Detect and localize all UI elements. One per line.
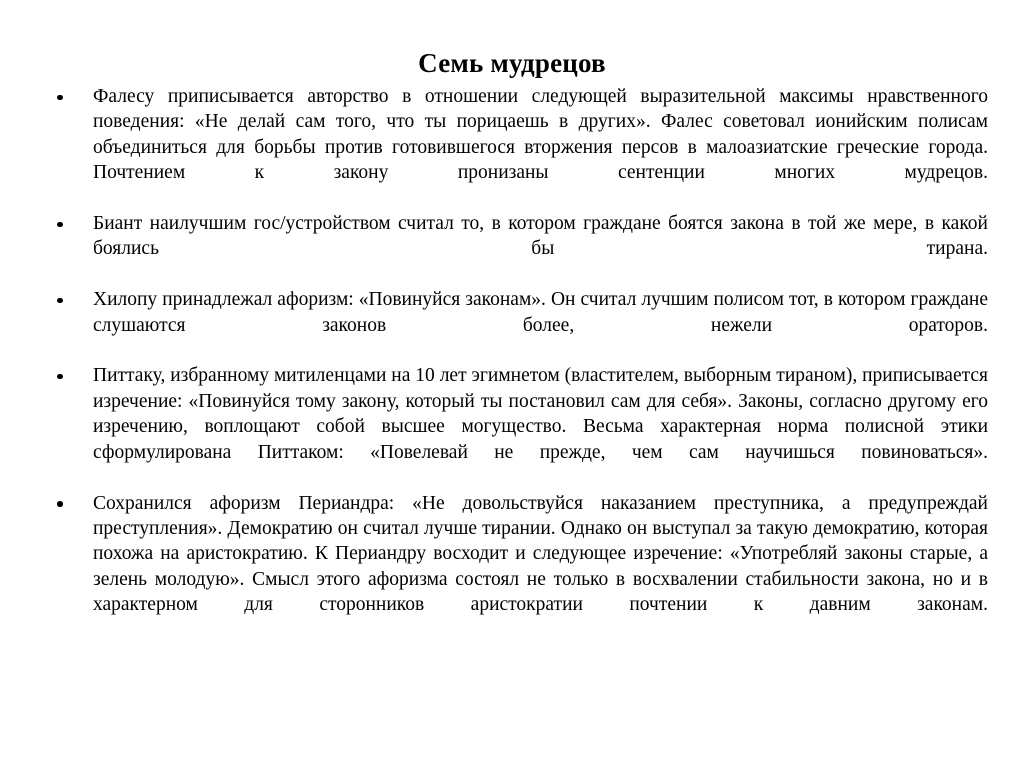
list-item: [40, 491, 988, 643]
list-item-text: Питтаку, избранному митиленцами на 10 лет эгимнетом (властителем, выборным тираном), приписывается изречение: «Повинуйся тому закону, который ты постановил сам для себя». Законы, согласно другому его изречению, воплощают собой высшее могущество. Весьма характерная норма полисной этики сформулирована Питтаком: «Повелевай не прежде, чем сам научишься повиноваться».: [93, 365, 988, 463]
list-item-text: Фалесу приписывается авторство в отношении следующей выразительной максимы нравственного поведения: «Не делай сам того, что ты порицаешь в других». Фалес советовал ионийским полисам объединиться для борьбы против готовившегося вторжения персов в малоазиатские греческие города. Почтением к закону пронизаны сентенции многих мудрецов.: [93, 86, 988, 184]
list-item-text: Биант наилучшим гос/устройством считал то, в котором граждане боятся закона в той же мере, в какой боялись бы тирана.: [93, 213, 988, 260]
page-title: Семь мудрецов: [418, 48, 606, 79]
slide-content-body: [40, 84, 988, 643]
list-item: [40, 287, 988, 363]
bullet-list: [40, 84, 988, 643]
list-item: [40, 363, 988, 490]
list-item-text: Сохранился афоризм Периандра: «Не довольствуйся наказанием преступника, а предупреждай преступления». Демократию он считал лучше тирании. Однако он выступал за такую демократию, которая похожа на аристократию. К Периандру восходит и следующее изречение: «Употребляй законы старые, а зелень молодую». Смысл этого афоризма состоял не только в восхвалении стабильности закона, но и в характерном для сторонников аристократии почтении к давним законам.: [93, 492, 988, 616]
list-item-text: Хилопу принадлежал афоризм: «Повинуйся законам». Он считал лучшим полисом тот, в котором граждане слушаются законов более, нежели ораторов.: [93, 289, 988, 336]
list-item: [40, 211, 988, 287]
list-item: [40, 84, 988, 211]
